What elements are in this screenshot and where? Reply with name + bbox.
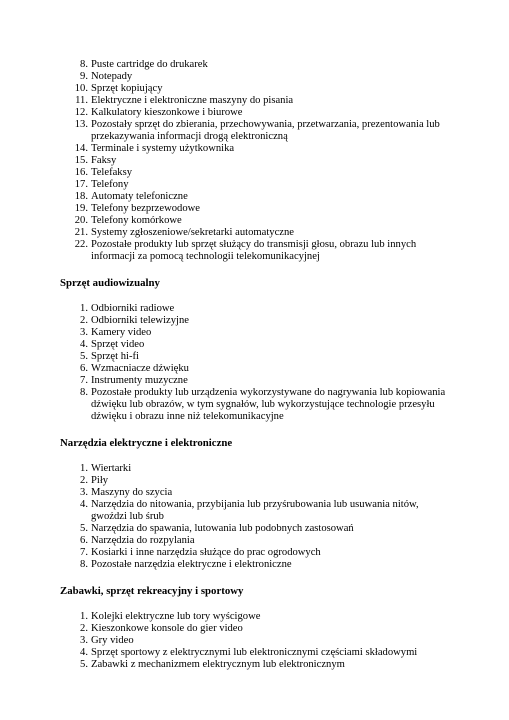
tools-list	[0, 463, 509, 571]
item-number: 19.	[74, 203, 88, 214]
item-text: Pozostałe produkty lub sprzęt służący do transmisji głosu, obrazu lub innych informacji za pomocą technologii telekomunikacyjnej	[91, 239, 417, 262]
item-number: 2.	[80, 315, 88, 326]
item-number: 3.	[80, 635, 88, 646]
list-item	[0, 227, 509, 239]
item-text: Kamery video	[91, 327, 152, 338]
list-item	[0, 535, 509, 547]
section-heading-toys: Zabawki, sprzęt rekreacyjny i sportowy	[60, 585, 244, 597]
list-item	[0, 167, 509, 179]
list-item	[0, 547, 509, 559]
list-item	[0, 659, 509, 671]
item-text: Telefony bezprzewodowe	[91, 203, 200, 214]
item-text: Narzędzia do nitowania, przybijania lub przyśrubowania lub usuwania nitów, gwoździ lub śrub	[91, 499, 419, 522]
list-item	[0, 375, 509, 387]
list-item	[0, 107, 509, 119]
list-item	[0, 155, 509, 167]
list-item	[0, 119, 509, 143]
list-item	[0, 339, 509, 351]
item-text: Odbiorniki telewizyjne	[91, 315, 189, 326]
item-text: Puste cartridge do drukarek	[91, 59, 208, 70]
item-text: Elektryczne i elektroniczne maszyny do pisania	[91, 95, 294, 106]
item-number: 18.	[74, 191, 88, 202]
item-text: Zabawki z mechanizmem elektrycznym lub elektronicznym	[91, 659, 345, 670]
item-number: 6.	[80, 363, 88, 374]
item-text: Sprzęt hi-fi	[91, 351, 139, 362]
item-text: Kalkulatory kieszonkowe i biurowe	[91, 107, 243, 118]
item-text: Sprzęt sportowy z elektrycznymi lub elektronicznymi częściami składowymi	[91, 647, 418, 658]
list-item	[0, 179, 509, 191]
item-text: Sprzęt video	[91, 339, 145, 350]
item-number: 11.	[75, 95, 88, 106]
item-text: Pozostały sprzęt do zbierania, przechowywania, przetwarzania, prezentowania lub przekazywania informacji drogą elektroniczną	[91, 119, 440, 142]
item-text: Wzmacniacze dźwięku	[91, 363, 189, 374]
list-item	[0, 635, 509, 647]
item-text: Piły	[91, 475, 109, 486]
item-text: Systemy zgłoszeniowe/sekretarki automatyczne	[91, 227, 294, 238]
item-text: Kosiarki i inne narzędzia służące do prac ogrodowych	[91, 547, 321, 558]
list-item	[0, 559, 509, 571]
list-item	[0, 475, 509, 487]
item-text: Maszyny do szycia	[91, 487, 173, 498]
item-number: 21.	[74, 227, 88, 238]
list-item	[0, 623, 509, 635]
item-number: 17.	[74, 179, 88, 190]
list-item	[0, 215, 509, 227]
list-item	[0, 239, 509, 263]
item-number: 7.	[80, 547, 88, 558]
audiovisual-list	[0, 303, 509, 423]
list-item	[0, 387, 509, 423]
item-number: 1.	[80, 611, 88, 622]
item-number: 1.	[80, 463, 88, 474]
office-equipment-list	[0, 59, 509, 263]
item-number: 22.	[74, 239, 88, 250]
list-item	[0, 315, 509, 327]
item-number: 10.	[74, 83, 88, 94]
item-text: Odbiorniki radiowe	[91, 303, 175, 314]
item-text: Kolejki elektryczne lub tory wyścigowe	[91, 611, 261, 622]
item-number: 20.	[74, 215, 88, 226]
list-item	[0, 203, 509, 215]
list-item	[0, 611, 509, 623]
item-number: 4.	[80, 647, 88, 658]
item-text: Narzędzia do spawania, lutowania lub podobnych zastosowań	[91, 523, 354, 534]
item-number: 5.	[80, 351, 88, 362]
list-item	[0, 143, 509, 155]
item-number: 2.	[80, 475, 88, 486]
list-item	[0, 327, 509, 339]
item-text: Telefony komórkowe	[91, 215, 182, 226]
item-number: 7.	[80, 375, 88, 386]
list-item	[0, 191, 509, 203]
item-number: 2.	[80, 623, 88, 634]
item-text: Telefony	[91, 179, 129, 190]
item-number: 6.	[80, 535, 88, 546]
item-number: 12.	[74, 107, 88, 118]
item-number: 3.	[80, 327, 88, 338]
item-text: Notepady	[91, 71, 133, 82]
item-number: 9.	[80, 71, 88, 82]
item-text: Narzędzia do rozpylania	[91, 535, 195, 546]
item-number: 16.	[74, 167, 88, 178]
item-text: Faksy	[91, 155, 117, 166]
item-text: Kieszonkowe konsole do gier video	[91, 623, 243, 634]
list-item	[0, 83, 509, 95]
toys-list	[0, 611, 509, 671]
list-item	[0, 499, 509, 523]
item-text: Terminale i systemy użytkownika	[91, 143, 235, 154]
item-text: Telefaksy	[91, 167, 133, 178]
item-number: 8.	[80, 559, 88, 570]
list-item	[0, 59, 509, 71]
item-number: 1.	[80, 303, 88, 314]
item-number: 5.	[80, 659, 88, 670]
item-number: 13.	[74, 119, 88, 130]
item-number: 4.	[80, 339, 88, 350]
item-text: Sprzęt kopiujący	[91, 83, 163, 94]
list-item	[0, 95, 509, 107]
list-item	[0, 71, 509, 83]
list-item	[0, 647, 509, 659]
item-text: Pozostałe produkty lub urządzenia wykorzystywane do nagrywania lub kopiowania dźwięku lub obrazów, w tym sygnałów, lub wykorzystujące technologie przesyłu dźwięku i obrazu inne niż telekomunikacyjne	[91, 387, 446, 422]
list-item	[0, 303, 509, 315]
item-number: 4.	[80, 499, 88, 510]
item-text: Instrumenty muzyczne	[91, 375, 188, 386]
item-number: 5.	[80, 523, 88, 534]
list-item	[0, 463, 509, 475]
item-number: 8.	[80, 59, 88, 70]
item-text: Automaty telefoniczne	[91, 191, 188, 202]
item-number: 15.	[74, 155, 88, 166]
item-number: 3.	[80, 487, 88, 498]
item-number: 8.	[80, 387, 88, 398]
item-text: Gry video	[91, 635, 134, 646]
item-text: Wiertarki	[91, 463, 132, 474]
item-number: 14.	[74, 143, 88, 154]
list-item	[0, 351, 509, 363]
item-text: Pozostałe narzędzia elektryczne i elektroniczne	[91, 559, 292, 570]
section-heading-tools: Narzędzia elektryczne i elektroniczne	[60, 437, 233, 449]
list-item	[0, 363, 509, 375]
section-heading-audiovisual: Sprzęt audiowizualny	[60, 277, 160, 289]
list-item	[0, 523, 509, 535]
list-item	[0, 487, 509, 499]
